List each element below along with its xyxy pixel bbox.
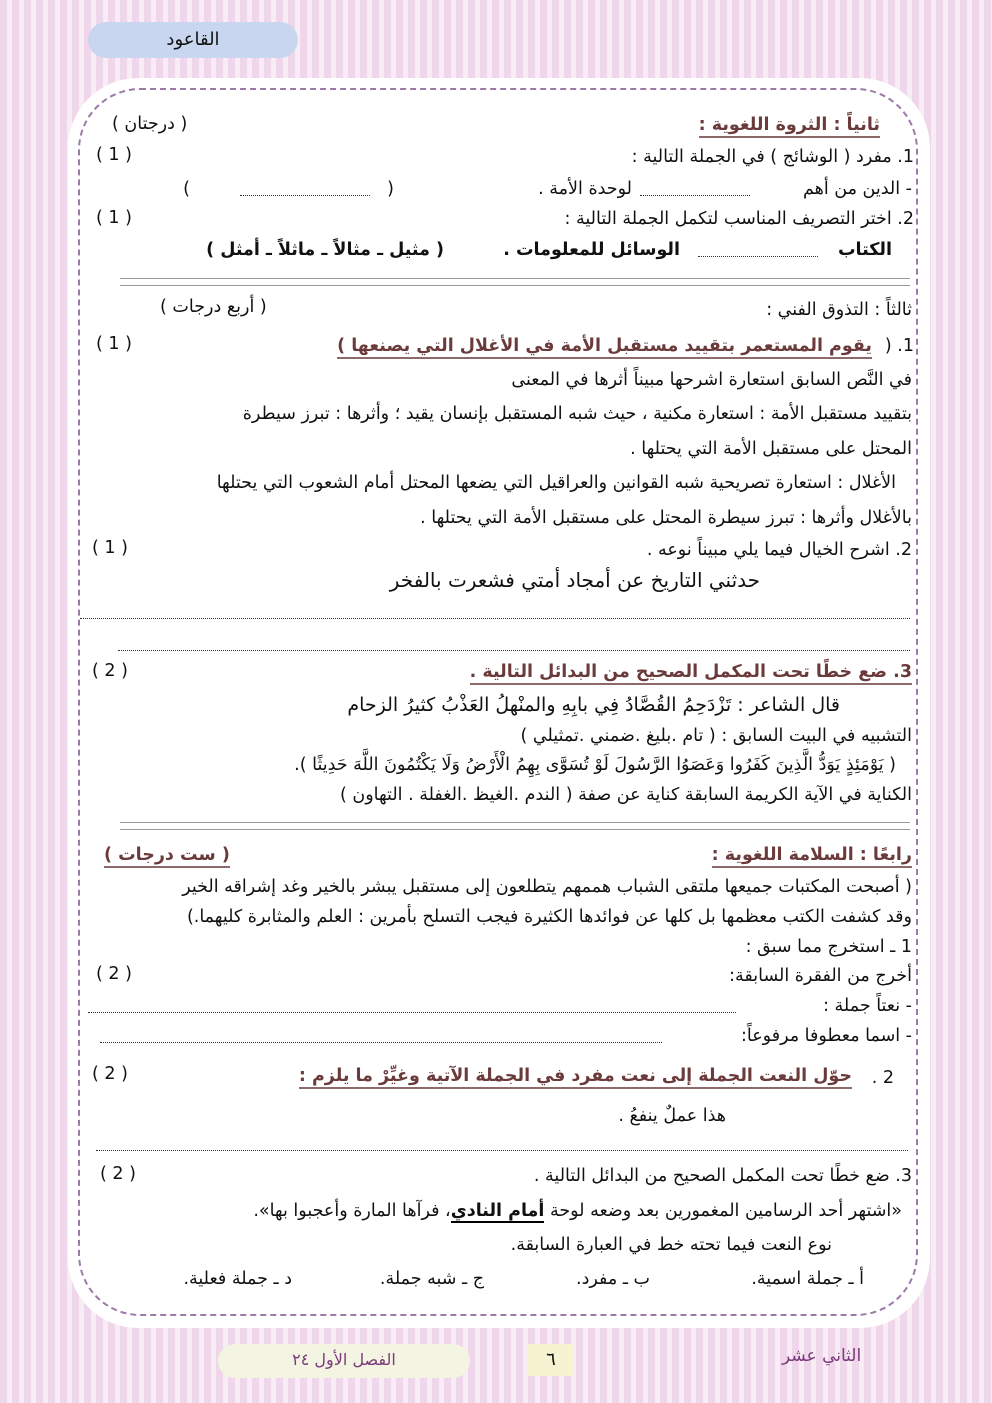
grammar-q2-heading: [299, 1063, 852, 1089]
taste-q3-prompt: 3. ضع خطًا تحت المكمل الصحيح من البدائل التالية .: [470, 662, 912, 685]
vocab-q2-options: ( مثيل ـ مثالاً ـ ماثلاً ـ أمثل ): [206, 240, 444, 260]
taste-q2-marks: ( 1 ): [92, 538, 128, 558]
vocab-q1-open-paren: (: [387, 179, 394, 199]
vocab-heading: [699, 112, 880, 138]
grammar-q2-answer-line[interactable]: [96, 1150, 908, 1151]
vocab-q1-sentence-start: - الدين من أهم: [802, 179, 912, 199]
taste-q3-heading: [470, 659, 912, 685]
taste-q1-prompt: في النَّص السابق استعارة اشرحها مبيناً أثرها في المعنى: [511, 370, 912, 390]
grammar-q3-prompt: 3. ضع خطًا تحت المكمل الصحيح من البدائل التالية .: [533, 1166, 912, 1186]
grammar-heading: [712, 842, 912, 868]
grammar-q3-option-c[interactable]: ج ـ شبه جملة.: [379, 1269, 484, 1289]
vocab-q2-marks: ( 1 ): [96, 208, 132, 228]
grammar-marks-wrap: [104, 842, 230, 868]
taste-q3-kinaya: الكناية في الآية الكريمة السابقة كناية عن صفة ( الندم .الغيظ .الغفلة . التهاون ): [339, 785, 912, 805]
grammar-q3-marks: ( 2 ): [100, 1164, 136, 1184]
footer-grade: الثاني عشر: [782, 1346, 862, 1366]
grammar-q2-num: 2 .: [871, 1068, 894, 1088]
grammar-q1-item-1: - نعتاً جملة :: [823, 996, 912, 1016]
vocab-q1-sentence-end: لوحدة الأمة .: [538, 179, 632, 199]
taste-q1-answer-4: بالأغلال وأثرها : تبرز سيطرة المحتل على مستقبل الأمة التي يحتلها .: [420, 508, 912, 528]
taste-q1-answer-1: بتقييد مستقبل الأمة : استعارة مكنية ، حيث شبه المستقبل بإنسان يقيد ؛ وأثرها : تبرز سيطرة: [242, 404, 912, 424]
vocab-q2-word-book: الكتاب: [837, 240, 892, 260]
grammar-q3-ask: نوع النعت فيما تحته خط في العبارة السابقة.: [510, 1235, 832, 1255]
taste-q3-marks: ( 2 ): [92, 661, 128, 681]
taste-q1-marks: ( 1 ): [96, 334, 132, 354]
grammar-marks: ( ست درجات ): [104, 845, 230, 868]
vocab-marks: ( درجتان ): [112, 114, 188, 134]
separator: [120, 822, 910, 830]
taste-q1-quote: يقوم المستعمر بتقييد مستقبل الأمة في الأغلال التي يصنعها ): [337, 336, 872, 359]
grammar-q1-label: 1 ـ استخرج مما سبق :: [745, 937, 912, 957]
taste-q1-num: 1. (: [884, 336, 914, 356]
vocab-q2-rest: الوسائل للمعلومات .: [503, 240, 680, 260]
grammar-q3-option-a[interactable]: أ ـ جملة اسمية.: [751, 1269, 864, 1289]
vocab-q1-answer-blank[interactable]: [240, 195, 370, 196]
grammar-q3-option-d[interactable]: د ـ جملة فعلية.: [183, 1269, 292, 1289]
taste-q3-ayah: ( يَوْمَئِذٍ يَوَدُّ الَّذِينَ كَفَرُوا وَعَصَوُا الرَّسُولَ لَوْ تُسَوَّى بِهِمُ الْأَرْضُ وَلَا يَكْتُمُونَ اللَّهَ حَدِيثًا ).: [294, 755, 896, 775]
taste-q3-simile: التشبيه في البيت السابق : ( تام .بليغ .ضمني .تمثيلي ): [520, 726, 912, 746]
grammar-q3-quote: [253, 1198, 902, 1224]
grammar-q3-quote-start: «اشتهر أحد الرسامين المغمورين بعد وضعه لوحة: [549, 1201, 902, 1221]
grammar-paragraph-2: وقد كشفت الكتب معظمها بل كلها عن فوائدها الكثيرة فيجب التسلح بأمرين : العلم والمثابرة كليهما.): [186, 907, 912, 927]
vocab-q1: 1. مفرد ( الوشائج ) في الجملة التالية :: [631, 147, 914, 167]
grammar-q1-marks: ( 2 ): [96, 964, 132, 984]
grammar-q3-quote-underlined: أمام النادي: [450, 1201, 545, 1221]
vocab-q1-marks: ( 1 ): [96, 145, 132, 165]
taste-title: ثالثاً : التذوق الفني :: [766, 300, 912, 320]
vocab-q2-blank[interactable]: [698, 256, 818, 257]
author-tab: القاعود: [88, 22, 298, 58]
grammar-q1-item-1-blank[interactable]: [88, 1012, 736, 1013]
taste-q1-quote-wrap: [337, 333, 872, 359]
grammar-q2-prompt: حوّل النعت الجملة إلى نعت مفرد في الجملة الآتية وغيِّرْ ما يلزم :: [299, 1066, 852, 1089]
page-number: ٦: [528, 1344, 574, 1376]
separator: [120, 278, 910, 286]
footer-term: الفصل الأول ٢٤: [218, 1344, 470, 1378]
grammar-q2-sentence: هذا عملٌ ينفعُ .: [618, 1106, 726, 1126]
taste-q2-sentence: حدثني التاريخ عن أمجاد أمتي فشعرت بالفخر: [389, 568, 760, 592]
grammar-q1-sub: أخرج من الفقرة السابقة:: [729, 966, 912, 986]
grammar-q2-marks: ( 2 ): [92, 1064, 128, 1084]
grammar-q3-option-b[interactable]: ب ـ مفرد.: [576, 1269, 650, 1289]
vocab-q1-blank[interactable]: [640, 195, 750, 196]
vocab-q2: 2. اختر التصريف المناسب لتكمل الجملة التالية :: [564, 209, 914, 229]
taste-q2-prompt: 2. اشرح الخيال فيما يلي مبيناً نوعه .: [646, 540, 912, 560]
taste-q2-answer-line-2[interactable]: [118, 650, 910, 651]
taste-q2-answer-line-1[interactable]: [80, 618, 910, 619]
grammar-q1-item-2-blank[interactable]: [100, 1042, 662, 1043]
grammar-title: رابعًا : السلامة اللغوية :: [712, 845, 912, 868]
taste-q3-verse: قال الشاعر : تَزْدَحِمُ القُصَّادُ فِي بابِهِ والمنْهلُ العَذْبُ كثيرُ الزحام: [347, 694, 840, 716]
vocab-q1-close-paren: ): [183, 179, 190, 199]
grammar-paragraph-1: ( أصبحت المكتبات جميعها ملتقى الشباب هممهم يتطلعون إلى مستقبل يبشر بالخير وغد إشراقه الخير: [182, 877, 912, 897]
taste-q1-answer-2: المحتل على مستقبل الأمة التي يحتلها .: [630, 439, 912, 459]
vocab-title: ثانياً : الثروة اللغوية :: [699, 115, 880, 138]
grammar-q1-item-2: - اسما معطوفا مرفوعاً:: [741, 1026, 912, 1046]
taste-marks: ( أربع درجات ): [160, 297, 267, 317]
grammar-q3-quote-end: ، فرآها المارة وأعجبوا بها».: [253, 1201, 451, 1221]
taste-q1-answer-3: الأغلال : استعارة تصريحية شبه القوانين والعراقيل التي يضعها المحتل أمام الشعوب التي يحتلها: [216, 473, 896, 493]
